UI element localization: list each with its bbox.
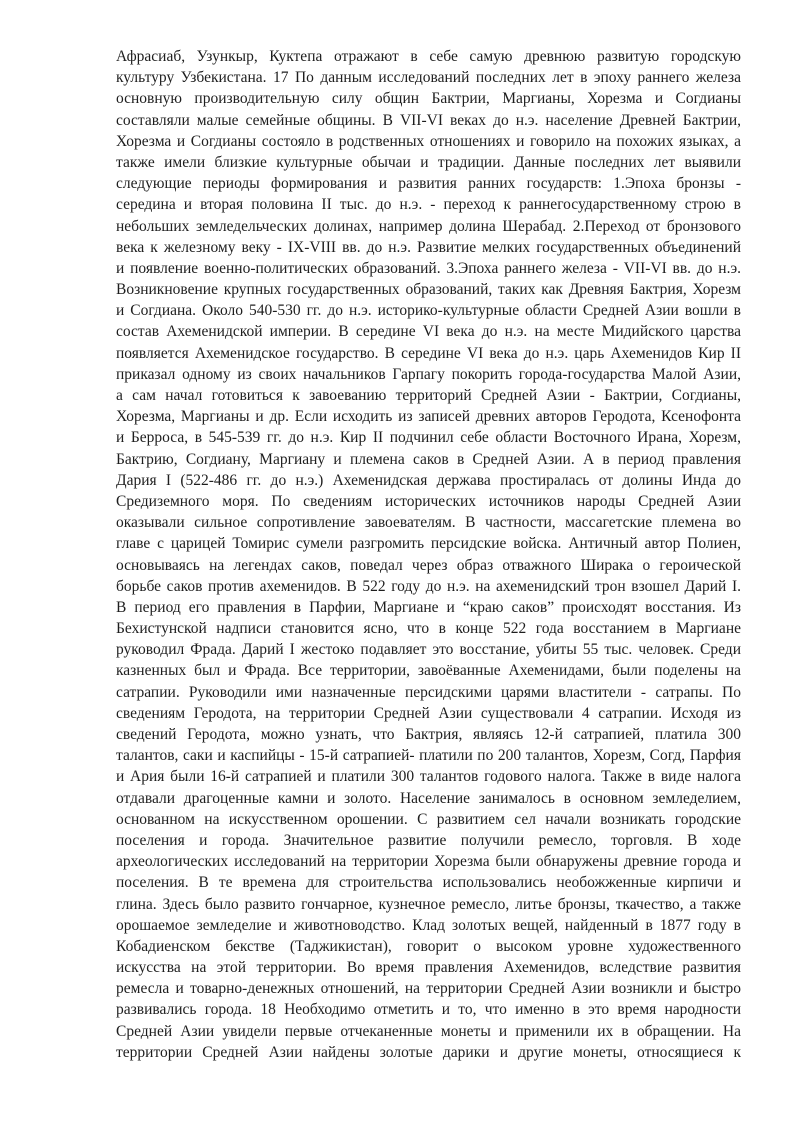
text-line: основанном на искусственном орошении. С развитием сел начали возникать городские <box>116 810 741 828</box>
text-line: отдавали драгоценные камни и золото. Население занималось в основном земледелием, <box>116 789 741 807</box>
text-line: сведений Геродота, можно узнать, что Бактрия, являясь 12-й сатрапией, платила 300 <box>116 726 741 743</box>
text-line: поселения. В те времена для строительства использовались необожженные кирпичи и <box>116 874 741 892</box>
text-line: века к железному веку - IX-VIII вв. до н.э. Развитие мелких государственных объединений <box>116 238 741 256</box>
text-line: и появление военно-политических образований. 3.Эпоха раннего железа - VII-VI вв. до н.э. <box>116 259 741 277</box>
text-line: главе с царицей Томирис сумели разгромить персидские войска. Античный автор Полиен, <box>116 535 741 553</box>
text-line: составляли малые семейные общины. В VII-VI веках до н.э. население Древней Бактрии, <box>116 111 741 129</box>
text-line: поселения и города. Значительное развитие получили ремесло, торговля. В ходе <box>116 831 741 849</box>
body-text <box>116 46 741 1063</box>
text-line: талантов, саки и каспийцы - 15-й сатрапией- платили по 200 талантов, Хорезм, Согд, Парфия <box>116 747 741 765</box>
text-line: руководил Фрада. Дарий I жестоко подавляет это восстание, убиты 55 тыс. человек. Среди <box>116 641 741 659</box>
text-line: Хорезма и Согдианы состояло в родственных отношениях и говорило на похожих языках, а <box>116 132 741 150</box>
text-line: Возникновение крупных государственных образований, таких как Древняя Бактрия, Хорезм <box>116 281 741 299</box>
text-line: и Берроса, в 545-539 гг. до н.э. Кир II подчинил себе области Восточного Ирана, Хорезм, <box>116 429 741 447</box>
text-line: середина и вторая половина II тыс. до н.э. - переход к раннегосударственному строю в <box>116 196 741 214</box>
text-line: оказывали сильное сопротивление завоевателям. В частности, массагетские племена во <box>116 514 741 532</box>
text-line: сатрапии. Руководили ими назначенные персидскими царями властители - сатрапы. По <box>116 683 741 701</box>
text-line: основываясь на легендах саков, поведал через образ отважного Ширака о героической <box>116 556 741 574</box>
text-line: и Согдиана. Около 540-530 гг. до н.э. историко-культурные области Средней Азии вошли в <box>116 302 741 320</box>
text-line: В период его правления в Парфии, Маргиане и “краю саков” происходят восстания. Из <box>116 598 741 616</box>
text-line: культуру Узбекистана. 17 По данным исследований последних лет в эпоху раннего железа <box>116 69 741 87</box>
text-line: искусства на этой территории. Во время правления Ахеменидов, вследствие развития <box>116 959 741 977</box>
text-line: Бактрию, Согдиану, Маргиану и племена саков в Средней Азии. А в период правления <box>116 450 741 468</box>
text-line: развивались города. 18 Необходимо отметить и то, что именно в это время народности <box>116 1001 741 1019</box>
text-line: небольших земледельческих долинах, например долина Шерабад. 2.Переход от бронзового <box>116 217 741 235</box>
text-line: появляется Ахеменидское государство. В середине VI века до н.э. царь Ахеменидов Кир II <box>116 344 741 362</box>
text-line: и Ария были 16-й сатрапией и платили 300 талантов годового налога. Также в виде налога <box>116 768 741 786</box>
text-line: археологических исследований на территории Хорезма были обнаружены древние города и <box>116 853 741 871</box>
text-line: следующие периоды формирования и развития ранних государств: 1.Эпоха бронзы - <box>116 175 741 193</box>
text-line: орошаемое земледелие и животноводство. Клад золотых вещей, найденный в 1877 году в <box>116 916 741 934</box>
text-line: а сам начал готовиться к завоеванию территорий Средней Азии - Бактрии, Согдианы, <box>116 387 741 404</box>
text-line: Дария I (522-486 гг. до н.э.) Ахеменидская держава простиралась от долины Инда до <box>116 471 741 489</box>
text-line: казненных был и Фрада. Все территории, завоёванные Ахеменидами, были поделены на <box>116 662 741 680</box>
text-line: Средней Азии увидели первые отчеканенные монеты и применили их в обращении. На <box>116 1022 741 1040</box>
text-line: борьбе саков против ахеменидов. В 522 году до н.э. на ахеменидский трон взошел Дарий I. <box>116 577 741 595</box>
text-line: основную производительную силу общин Бактрии, Маргианы, Хорезма и Согдианы <box>116 90 741 108</box>
text-line: также имели близкие культурные обычаи и традиции. Данные последних лет выявили <box>116 153 741 171</box>
text-line: Афрасиаб, Узункыр, Куктепа отражают в себе самую древнюю развитую городскую <box>116 48 741 65</box>
text-line: ремесла и товарно-денежных отношений, на территории Средней Азии возникли и быстро <box>116 980 741 998</box>
text-line: приказал одному из своих начальников Гарпагу покорить города-государства Малой Азии, <box>116 365 741 383</box>
text-line: глина. Здесь было развито гончарное, кузнечное ремесло, литье бронзы, ткачество, а также <box>116 895 741 913</box>
text-line: сведениям Геродота, на территории Средней Азии существовали 4 сатрапии. Исходя из <box>116 704 741 722</box>
text-line: Средиземного моря. По сведениям исторических источников народы Средней Азии <box>116 492 741 510</box>
text-line: Хорезма, Маргианы и др. Если исходить из записей древних авторов Геродота, Ксенофонта <box>116 408 741 426</box>
text-line: Кобадиенском бекстве (Таджикистан), говорит о высоком уровне художественного <box>116 937 741 955</box>
text-line: состав Ахеменидской империи. В середине VI века до н.э. на месте Мидийского царства <box>116 323 741 341</box>
text-line: Бехистунской надписи становится ясно, что в конце 522 года восстанием в Маргиане <box>116 620 741 638</box>
text-line: территории Средней Азии найдены золотые дарики и другие монеты, относящиеся к <box>116 1043 741 1061</box>
